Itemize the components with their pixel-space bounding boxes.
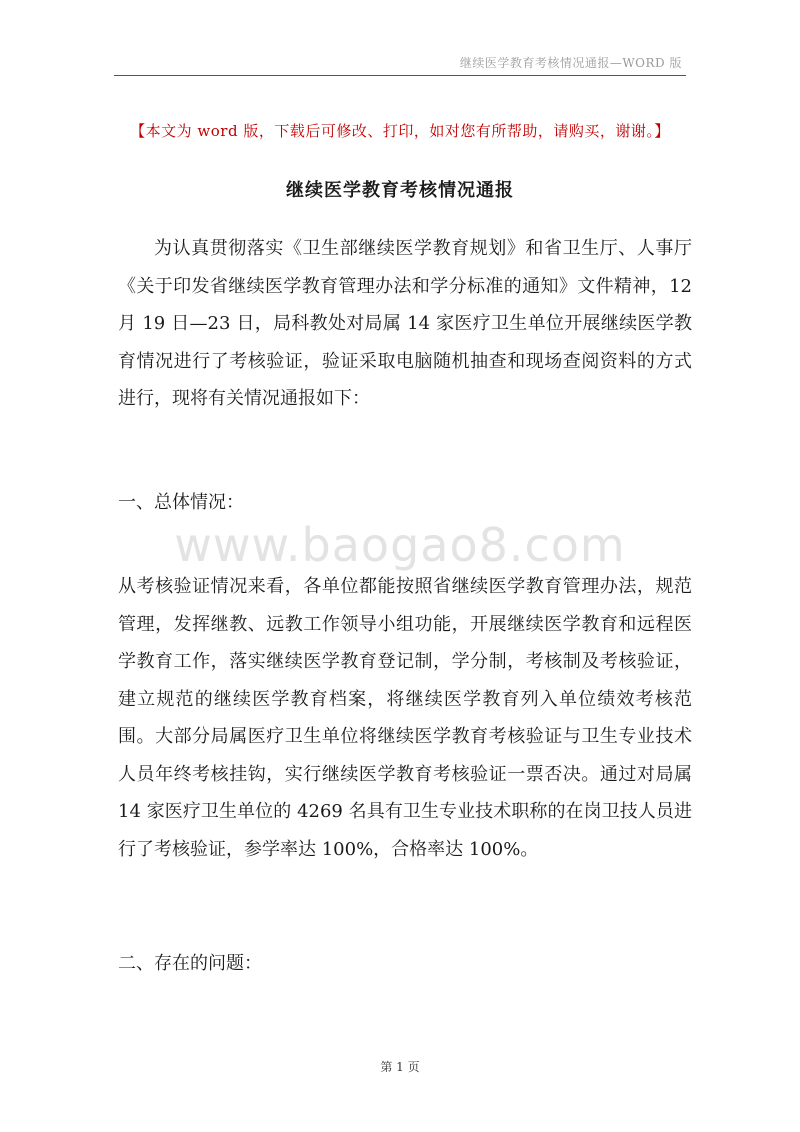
section-heading-overview: 一、总体情况： xyxy=(118,492,244,513)
header-divider xyxy=(114,75,686,76)
running-header: 继续医学教育考核情况通报—WORD 版 xyxy=(459,56,682,70)
overview-paragraph: 从考核验证情况来看，各单位都能按照省继续医学教育管理办法，规范管理，发挥继教、远教工作领导小组功能，开展继续医学教育和远程医学教育工作，落实继续医学教育登记制，学分制，考核制及考核验证，建立规范的继续医学教育档案，将继续医学教育列入单位绩效考核范围。大部分局属医疗卫生单位将继续医学教育考核验证与卫生专业技术人员年终考核挂钩，实行继续医学教育考核验证一票否决。通过对局属 14 家医疗卫生单位的 4269 名具有卫生专业技术职称的在岗卫技人员进行了考核验证，参学率达 100%，合格率达 100%。 xyxy=(118,576,692,860)
watermark: www.baogao8.com xyxy=(174,518,626,572)
document-title: 继续医学教育考核情况通报 xyxy=(286,180,514,201)
page-number: 第 1 页 xyxy=(380,1060,420,1074)
section-heading-problems: 二、存在的问题： xyxy=(118,953,262,974)
intro-paragraph: 为认真贯彻落实《卫生部继续医学教育规划》和省卫生厅、人事厅《关于印发省继续医学教育管理办法和学分标准的通知》文件精神，12 月 19 日—23 日，局科教处对局属 14 家医疗卫生单位开展继续医学教育情况进行了考核验证，验证采取电脑随机抽查和现场查阅资料的方式进行，现将有关情况通报如下： xyxy=(118,238,692,409)
download-notice: 【本文为 word 版，下载后可修改、打印，如对您有所帮助，请购买，谢谢。】 xyxy=(130,122,670,140)
